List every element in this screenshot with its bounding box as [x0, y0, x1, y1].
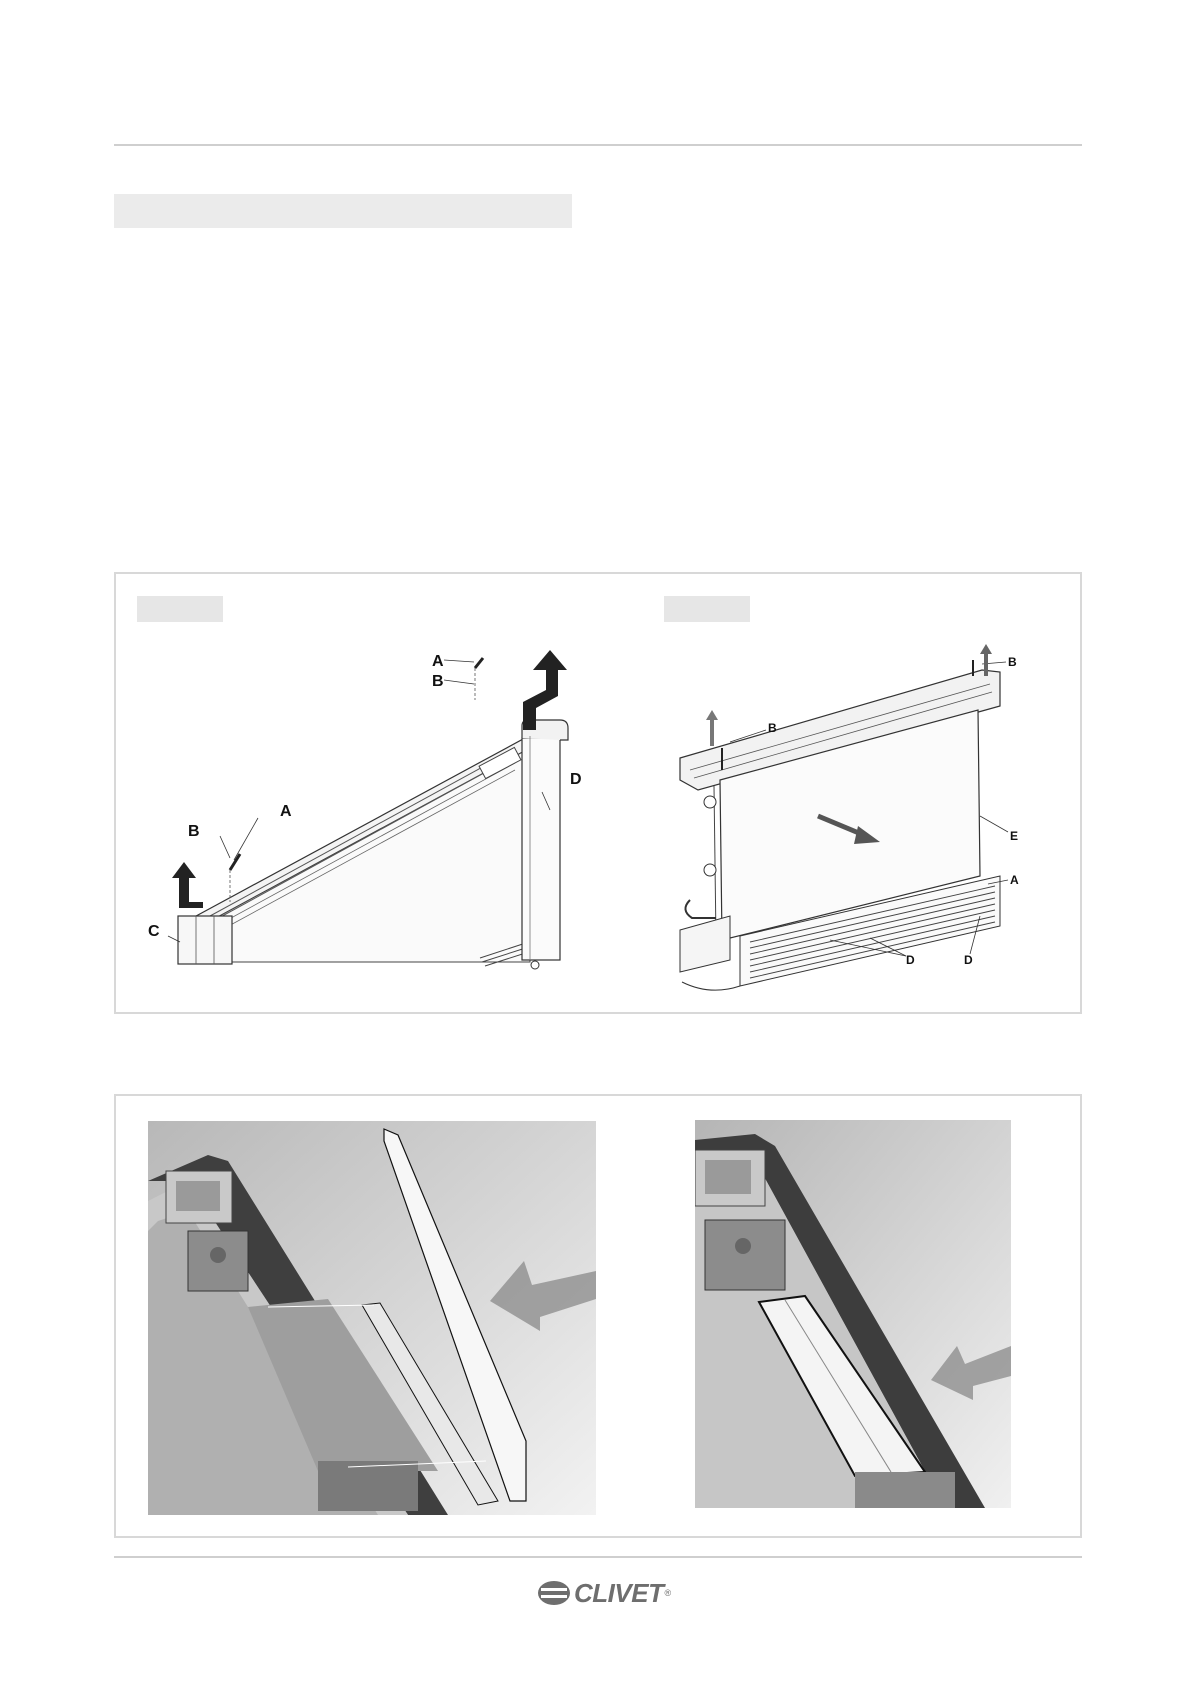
brand-name: CLIVET: [574, 1577, 664, 1608]
lift-arrow-left-icon: [706, 710, 718, 746]
header-rule: [114, 144, 1082, 146]
label-b-left: B: [188, 823, 200, 840]
lift-arrow-right-icon: [523, 650, 567, 730]
render-2-image: [695, 1120, 1011, 1508]
figure-2-drawing: [670, 640, 1090, 1000]
label-d: D: [570, 771, 582, 788]
label-b-left: B: [768, 721, 777, 735]
lift-arrow-left-icon: [172, 862, 203, 908]
label-a: A: [1010, 873, 1019, 887]
label-a-left: A: [280, 803, 292, 820]
section-title-bar: [114, 194, 572, 228]
brand-registered: ®: [664, 1588, 672, 1598]
label-d-1: D: [906, 953, 915, 967]
footer-rule: [114, 1556, 1082, 1558]
figure-tag-2: [664, 596, 750, 622]
label-d-2: D: [964, 953, 973, 967]
label-b-top: B: [432, 673, 444, 690]
label-b-right: B: [1008, 655, 1017, 669]
figure-1-drawing: [130, 640, 600, 980]
clivet-logo-icon: [537, 1580, 571, 1606]
label-e: E: [1010, 829, 1019, 843]
figure-tag-1: [137, 596, 223, 622]
label-a-top: A: [432, 653, 444, 670]
label-c: C: [148, 923, 160, 940]
render-1-image: [148, 1121, 596, 1515]
brand-logo: [537, 1576, 671, 1610]
